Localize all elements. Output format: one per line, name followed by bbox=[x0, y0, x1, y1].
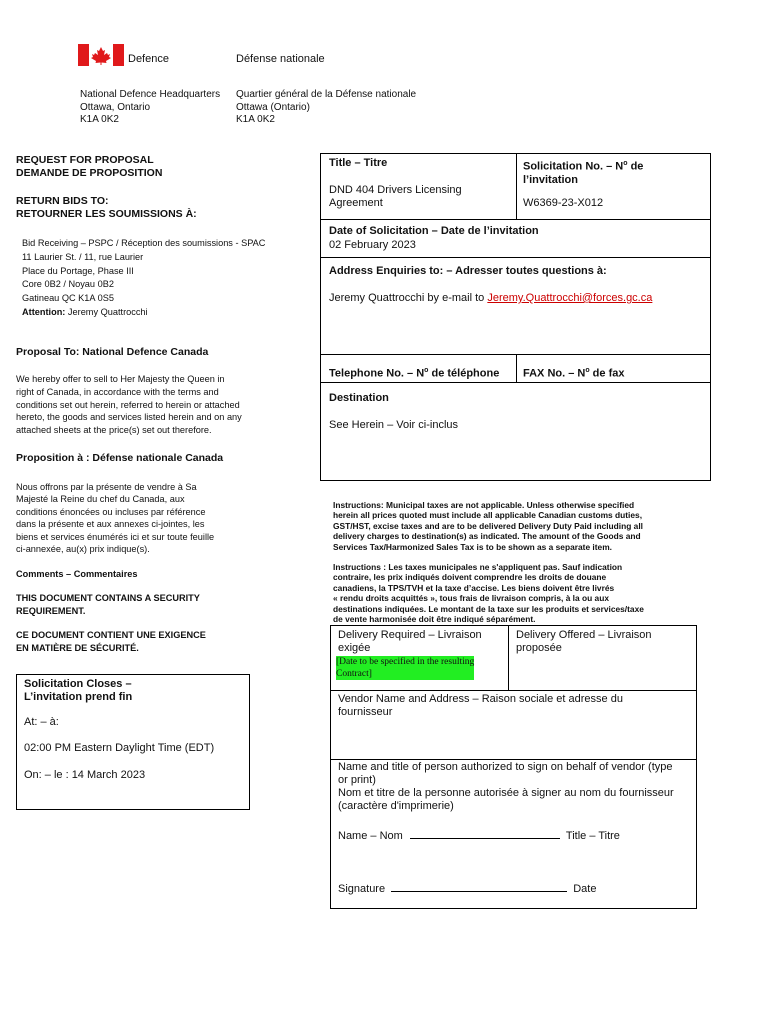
instructions-en: Instructions: Municipal taxes are not applicable. Unless otherwise specified herein all prices quoted must include all applicable Canadian customs duties, GST/HST, excise taxes and are to be delivered Delivery Duty Paid including all delivery charges to destination(s) as indicated. The amount of the Goods and Services Tax/Harmonized Sales Tax is to be shown as a separate item. bbox=[333, 500, 643, 552]
dept-name-en: Defence bbox=[128, 53, 169, 65]
title-value: DND 404 Drivers Licensing Agreement bbox=[329, 184, 462, 209]
contact-email-link[interactable]: Jeremy.Quattrocchi@forces.gc.ca bbox=[487, 292, 653, 304]
divider bbox=[516, 354, 517, 382]
bid-receiving-address: Bid Receiving – PSPC / Réception des soumissions - SPAC 11 Laurier St. / 11, rue Laurier Place du Portage, Phase III Core 0B2 / Noyau 0B2 Gatineau QC K1A 0S5 Attention: Jeremy Quattrocchi bbox=[22, 238, 266, 317]
divider bbox=[321, 257, 710, 258]
attention-label: Attention: bbox=[22, 306, 66, 317]
rfp-title: REQUEST FOR PROPOSAL DEMANDE DE PROPOSITION bbox=[16, 154, 163, 179]
divider bbox=[331, 690, 696, 691]
divider bbox=[516, 154, 517, 219]
address-enquiries-label: Address Enquiries to: – Adresser toutes questions à: bbox=[329, 265, 607, 277]
proposal-to-heading-fr: Proposition à : Défense nationale Canada bbox=[16, 452, 224, 464]
divider bbox=[321, 219, 710, 220]
vendor-box bbox=[330, 625, 697, 909]
signature-date-row bbox=[338, 881, 596, 896]
divider bbox=[508, 626, 509, 690]
security-requirement-fr: CE DOCUMENT CONTIENT UNE EXIGENCE EN MATIÈRE DE SÉCURITÉ. bbox=[16, 630, 206, 653]
solicitation-closes-box bbox=[16, 674, 250, 810]
hq-address-fr: Quartier général de la Défense nationale Ottawa (Ontario) K1A 0K2 bbox=[236, 89, 417, 125]
title-field-label: Title – Titre bbox=[565, 830, 620, 842]
destination-label: Destination bbox=[329, 392, 389, 404]
solicitation-date-value: 02 February 2023 bbox=[329, 239, 416, 251]
closing-date: On: – le : 14 March 2023 bbox=[24, 769, 146, 781]
solicitation-no-value: W6369-23-X012 bbox=[523, 197, 604, 209]
solicitation-closes-title: Solicitation Closes – L’invitation prend fin bbox=[24, 678, 133, 703]
solicitation-no-label: Solicitation No. – $N^o$ de l’invitation bbox=[523, 160, 644, 186]
signature-input-line[interactable] bbox=[391, 881, 567, 892]
offer-text-en: We hereby offer to sell to Her Majesty the Queen in right of Canada, in accordance with the terms and conditions set out herein, referred to herein or attached hereto, the goods and services listed herein and on any attached sheets at the price(s) set out therefore. bbox=[16, 374, 242, 436]
destination-value: See Herein – Voir ci-inclus bbox=[329, 419, 459, 431]
delivery-date-note: [Date to be specified in the resulting Contract] bbox=[336, 657, 475, 679]
dept-name-fr: Défense nationale bbox=[236, 53, 325, 65]
security-requirement-en: THIS DOCUMENT CONTAINS A SECURITY REQUIREMENT. bbox=[16, 593, 200, 616]
authorized-signer-label: Name and title of person authorized to sign on behalf of vendor (type or print) Nom et titre de la personne autorisée à signer au nom du fournisseur (caractère d'imprimerie) bbox=[338, 761, 674, 812]
attention-name: Jeremy Quattrocchi bbox=[65, 306, 148, 317]
solicitation-date-label: Date of Solicitation – Date de l’invitation bbox=[329, 225, 539, 237]
solicitation-info-box bbox=[320, 153, 711, 481]
proposal-to-heading-en: Proposal To: National Defence Canada bbox=[16, 346, 209, 358]
closes-at-label: At: – à: bbox=[24, 716, 59, 728]
name-input-line[interactable] bbox=[410, 828, 560, 839]
return-bids-heading: RETURN BIDS TO: RETOURNER LES SOUMISSIONS À: bbox=[16, 195, 197, 220]
offer-text-fr: Nous offrons par la présente de vendre à Sa Majesté la Reine du chef du Canada, aux conditions énoncées ou incluses par référence dans la présente et aux annexes ci-jointes, les biens et services énumérés ici et sur toute feuille ci-annexée, au(x) prix indique(s). bbox=[16, 482, 215, 555]
signature-label: Signature bbox=[338, 883, 386, 895]
divider bbox=[331, 759, 696, 760]
comments-label: Comments – Commentaires bbox=[16, 569, 138, 579]
vendor-name-address-field[interactable]: Vendor Name and Address – Raison sociale et adresse du fournisseur bbox=[338, 693, 623, 718]
hq-address-en: National Defence Headquarters Ottawa, Ontario K1A 0K2 bbox=[80, 89, 221, 125]
name-label: Name – Nom bbox=[338, 830, 403, 842]
telephone-label: Telephone No. – $N^o$ de téléphone bbox=[329, 367, 500, 380]
date-field-label: Date bbox=[573, 883, 597, 895]
closing-time: 02:00 PM Eastern Daylight Time (EDT) bbox=[24, 742, 215, 754]
instructions-fr: Instructions : Les taxes municipales ne s'appliquent pas. Sauf indication contraire, les prix indiqués doivent comprendre les droits de douane canadiens, la TPS/TVH et la taxe d’accise. Les biens doivent être livrés « rendu droits acquittés », tous frais de livraison compris, à la ou aux destinations indiquées. Le montant de la taxe sur les produits et services/taxe de vente harmonisée doit être indiqué séparément. bbox=[333, 562, 644, 625]
name-title-row bbox=[338, 828, 620, 843]
delivery-required-label: Delivery Required – Livraison exigée bbox=[338, 629, 482, 654]
enquiries-contact: Jeremy Quattrocchi by e-mail to Jeremy.Quattrocchi@forces.gc.ca bbox=[329, 292, 653, 304]
canada-flag-icon bbox=[78, 44, 124, 66]
divider bbox=[321, 382, 710, 383]
delivery-offered-label: Delivery Offered – Livraison proposée bbox=[516, 629, 652, 654]
fax-label: FAX No. – $N^o$ de fax bbox=[523, 367, 625, 380]
title-label: Title – Titre bbox=[329, 157, 388, 169]
